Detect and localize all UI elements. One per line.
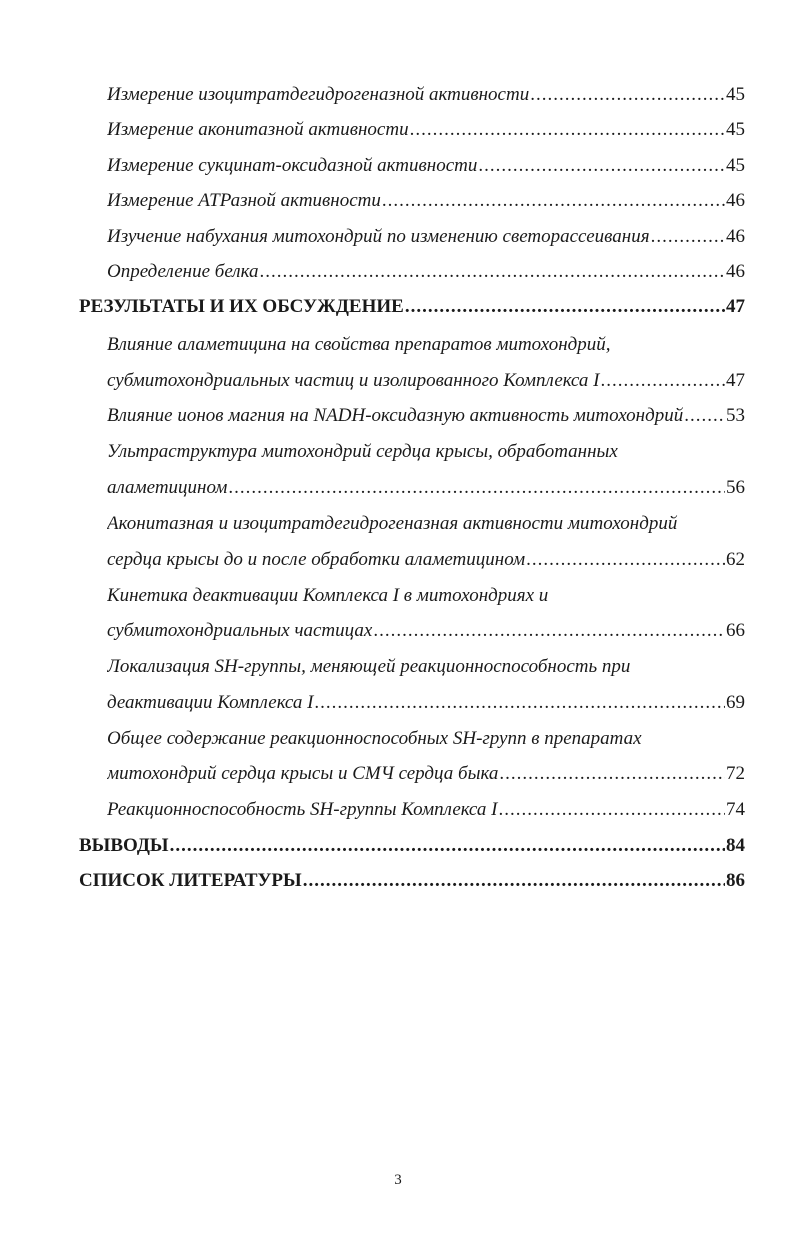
toc-leader-dots — [382, 190, 725, 212]
toc-entry-page: 45 — [726, 84, 745, 105]
toc-leader-dots — [651, 226, 725, 248]
toc-leader-dots — [410, 119, 725, 141]
toc-section-page: 84 — [726, 835, 745, 856]
toc-entry — [107, 549, 745, 571]
toc-entry-title: Общее содержание реакционноспособных SH-групп в препаратах — [107, 728, 642, 749]
toc-entry — [107, 84, 745, 106]
toc-entry-title: Кинетика деактивации Комплекса I в митохондриях и — [107, 585, 549, 606]
toc-leader-dots — [526, 549, 725, 571]
toc-entry-title: Реакционноспособность SH-группы Комплекса I — [107, 799, 498, 820]
toc-entry-title: Измерение аконитазной активности — [107, 119, 409, 140]
toc-entry — [107, 261, 745, 283]
toc-leader-dots — [499, 763, 725, 785]
toc-entry — [107, 226, 745, 248]
toc-entry-title: Влияние аламетицина на свойства препаратов митохондрий, — [107, 334, 611, 355]
toc-leader-dots — [530, 84, 725, 106]
toc-entry — [107, 799, 745, 821]
toc-leader-dots — [498, 799, 725, 821]
toc-entry-page: 53 — [726, 405, 745, 426]
toc-section-title: ВЫВОДЫ — [79, 835, 169, 856]
toc-section-title: СПИСОК ЛИТЕРАТУРЫ — [79, 870, 302, 891]
toc-entry-page: 62 — [726, 549, 745, 570]
toc-entry-page: 69 — [726, 692, 745, 713]
toc-leader-dots — [170, 835, 725, 857]
toc-entry — [107, 477, 745, 499]
toc-entry-title: Измерение изоцитратдегидрогеназной активности — [107, 84, 530, 105]
toc-entry — [107, 370, 745, 392]
toc-leader-dots — [373, 620, 725, 642]
toc-leader-dots — [314, 692, 725, 714]
toc-entry-line — [107, 513, 745, 535]
toc-entry-title: Аконитазная и изоцитратдегидрогеназная активности митохондрий — [107, 513, 678, 534]
toc-section-page: 47 — [726, 296, 745, 317]
toc-section-page: 86 — [726, 870, 745, 891]
toc-leader-dots — [228, 477, 725, 499]
toc-entry — [107, 119, 745, 141]
toc-entry-page: 46 — [726, 261, 745, 282]
toc-entry-line — [107, 441, 745, 463]
toc-leader-dots — [260, 261, 726, 283]
toc-section — [79, 296, 745, 318]
toc-entry-title: Ультраструктура митохондрий сердца крысы, обработанных — [107, 441, 618, 462]
toc-section-title: РЕЗУЛЬТАТЫ И ИХ ОБСУЖДЕНИЕ — [79, 296, 404, 317]
toc-entry-page: 47 — [726, 370, 745, 391]
toc-leader-dots — [684, 405, 725, 427]
toc-leader-dots — [303, 870, 725, 892]
toc-entry-title: аламетицином — [107, 477, 228, 498]
toc-entry-title: митохондрий сердца крысы и СМЧ сердца быка — [107, 763, 499, 784]
toc-entry-title: сердца крысы до и после обработки аламетицином — [107, 549, 526, 570]
toc-entry-page: 72 — [726, 763, 745, 784]
toc-entry-title: Локализация SH-группы, меняющей реакционноспособность при — [107, 656, 631, 677]
toc-entry — [107, 155, 745, 177]
toc-entry-title: Измерение сукцинат-оксидазной активности — [107, 155, 478, 176]
toc-entry-title: Измерение АТРазной активности — [107, 190, 381, 211]
toc-entry-page: 46 — [726, 190, 745, 211]
toc-entry-line — [107, 656, 745, 678]
toc-entry-title: субмитохондриальных частицах — [107, 620, 373, 641]
page-number: 3 — [394, 1172, 402, 1188]
toc-entry — [107, 190, 745, 212]
toc-entry-page: 46 — [726, 226, 745, 247]
toc-leader-dots — [478, 155, 725, 177]
toc-entry-page: 45 — [726, 155, 745, 176]
toc-entry-title: Изучение набухания митохондрий по изменению светорассеивания — [107, 226, 650, 247]
toc-leader-dots — [405, 296, 725, 318]
toc-entry-title: Определение белка — [107, 261, 259, 282]
toc-entry — [107, 763, 745, 785]
toc-entry — [107, 405, 745, 427]
toc-entry-line — [107, 728, 745, 750]
toc-section — [79, 835, 745, 857]
toc-entry-title: субмитохондриальных частиц и изолированного Комплекса I — [107, 370, 600, 391]
toc-entry-line — [107, 334, 745, 356]
toc-section — [79, 870, 745, 892]
toc-entry-line — [107, 585, 745, 607]
toc-entry-page: 74 — [726, 799, 745, 820]
toc-entry-page: 56 — [726, 477, 745, 498]
toc-entry — [107, 620, 745, 642]
toc-entry-page: 45 — [726, 119, 745, 140]
toc-entry-page: 66 — [726, 620, 745, 641]
toc-entry-title: деактивации Комплекса I — [107, 692, 314, 713]
toc-leader-dots — [600, 370, 725, 392]
toc-entry — [107, 692, 745, 714]
toc-entry-title: Влияние ионов магния на NADH-оксидазную активность митохондрий — [107, 405, 684, 426]
